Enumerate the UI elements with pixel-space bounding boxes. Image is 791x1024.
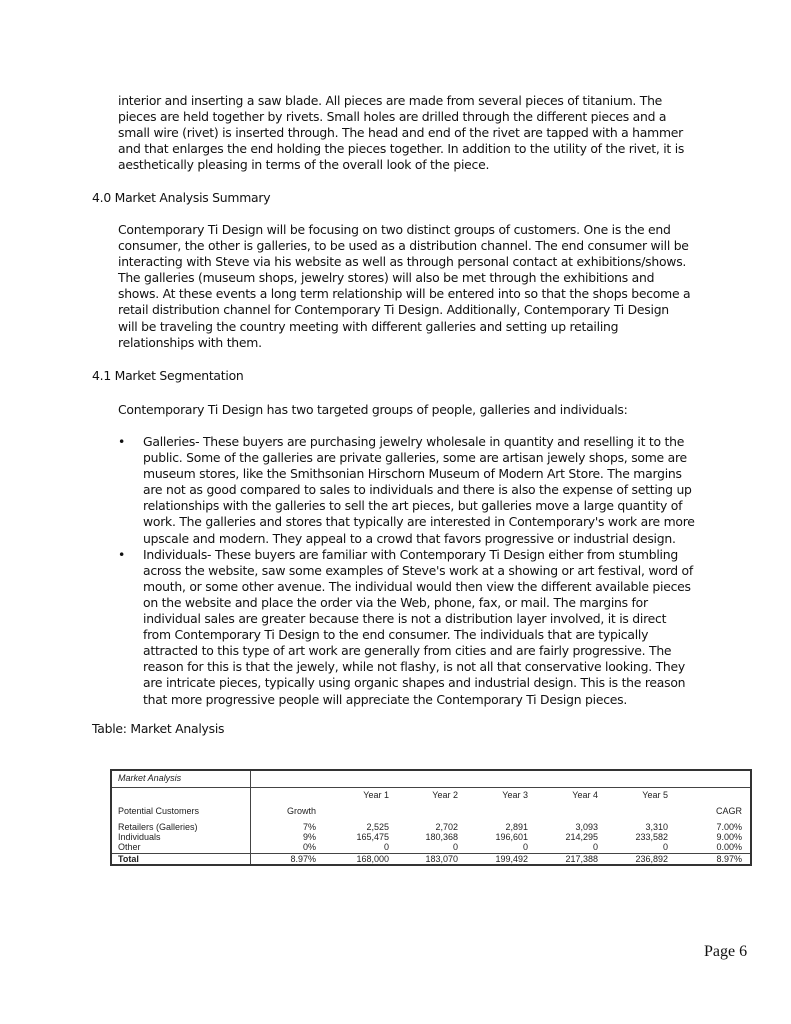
text-line: relationships with them.	[118, 334, 262, 350]
year-1-value: 0	[383, 842, 389, 852]
bullet-icon: •	[118, 546, 126, 562]
total-cagr: 8.97%	[716, 854, 742, 864]
table-row	[112, 822, 750, 832]
section-heading-market-segmentation: 4.1 Market Segmentation	[92, 368, 244, 383]
header-potential-customers: Potential Customers	[118, 806, 200, 816]
cagr-value: 0.00%	[716, 842, 742, 852]
segment-bullet-list	[118, 434, 758, 708]
text-line: The galleries (museum shops, jewelry stores) will also be met through the exhibitions and	[118, 270, 655, 286]
bullet-icon: •	[118, 434, 126, 449]
header-year-3: Year 3	[502, 790, 528, 800]
header-year-5: Year 5	[642, 790, 668, 800]
text-line: on the website and place the order via the Web, phone, fax, or mail. The margins for	[143, 594, 648, 610]
table-divider-top	[112, 787, 750, 788]
year-2-value: 2,702	[435, 822, 458, 832]
text-line: consumer, the other is galleries, to be used as a distribution channel. The end consumer will be	[118, 238, 689, 254]
text-line: museum stores, like the Smithsonian Hirschorn Museum of Modern Art Store. The margins	[143, 466, 682, 482]
header-cagr: CAGR	[715, 806, 742, 816]
growth-value: 7%	[302, 822, 316, 832]
text-line: that more progressive people will appreciate the Contemporary Ti Design pieces.	[143, 691, 628, 707]
table-row	[112, 832, 750, 842]
year-1-value: 2,525	[366, 822, 389, 832]
table-caption: Table: Market Analysis	[92, 721, 225, 736]
bullet-item-individuals	[118, 547, 758, 708]
text-line: across the website, saw some examples of Steve's work at a showing or art festival, word of	[143, 562, 693, 578]
text-line: individual sales are greater because there is not a distribution layer involved, it is direct	[143, 611, 667, 627]
total-year-2: 183,070	[425, 854, 458, 864]
table-year-header-row	[112, 790, 750, 800]
year-3-value: 2,891	[505, 822, 528, 832]
text-line: work. The galleries and stores that typically are interested in Contemporary's work are more	[143, 514, 695, 530]
bullet-item-galleries	[118, 434, 758, 547]
table-column-header-row	[112, 806, 750, 816]
year-4-value: 3,093	[575, 822, 598, 832]
year-2-value: 0	[452, 842, 458, 852]
year-3-value: 196,601	[495, 832, 528, 842]
year-5-value: 233,582	[635, 832, 668, 842]
text-line: are not as good compared to sales to individuals and there is also the expense of setting up	[143, 482, 692, 498]
total-growth: 8.97%	[290, 854, 316, 864]
year-3-value: 0	[522, 842, 528, 852]
text-line: and that enlarges the end holding the pieces together. In addition to the utility of the rivet, it is	[118, 141, 685, 157]
text-line: shows. At these events a long term relationship will be entered into so that the shops become a	[118, 286, 691, 302]
growth-value: 0%	[302, 842, 316, 852]
text-line: mouth, or some other avenue. The individual would then view the different available pieces	[143, 578, 691, 594]
text-line: will be traveling the country meeting with different galleries and setting up retailing	[118, 318, 619, 334]
table-row	[112, 842, 750, 852]
page-number: Page 6	[704, 943, 748, 960]
year-4-value: 0	[592, 842, 598, 852]
text-line: public. Some of the galleries are private galleries, some are artisan jewely shops, some are	[143, 450, 687, 466]
row-label: Other	[118, 842, 141, 852]
year-1-value: 165,475	[356, 832, 389, 842]
year-5-value: 3,310	[645, 822, 668, 832]
total-label: Total	[118, 854, 139, 864]
section-heading-market-analysis-summary: 4.0 Market Analysis Summary	[92, 190, 271, 205]
total-year-1: 168,000	[356, 854, 389, 864]
cagr-value: 7.00%	[716, 822, 742, 832]
row-label: Retailers (Galleries)	[118, 822, 198, 832]
row-label: Individuals	[118, 832, 161, 842]
text-line: aesthetically pleasing in terms of the overall look of the piece.	[118, 157, 490, 173]
text-line: interacting with Steve via his website as well as through personal contact at exhibitions/shows.	[118, 254, 687, 270]
year-2-value: 180,368	[425, 832, 458, 842]
total-year-3: 199,492	[495, 854, 528, 864]
market-segmentation-intro: Contemporary Ti Design has two targeted groups of people, galleries and individuals:	[118, 402, 628, 417]
text-line: reason for this is that the jewely, while not flashy, is not all that conservative looking. They	[143, 659, 685, 675]
growth-value: 9%	[302, 832, 316, 842]
text-line: interior and inserting a saw blade. All pieces are made from several pieces of titanium. The	[118, 93, 663, 108]
table-title: Market Analysis	[118, 773, 182, 783]
cagr-value: 9.00%	[716, 832, 742, 842]
year-5-value: 0	[662, 842, 668, 852]
market-analysis-table	[110, 769, 752, 866]
text-line: from Contemporary Ti Design to the end consumer. The individuals that are typically	[143, 627, 649, 643]
text-line: relationships with the galleries to sell the art pieces, but galleries move a large quantity of	[143, 498, 683, 514]
total-year-5: 236,892	[635, 854, 668, 864]
text-line: upscale and modern. They appeal to a crowd that favors progressive or industrial design.	[143, 530, 676, 546]
text-line: attracted to this type of art work are generally from cities and are fairly progressive. The	[143, 643, 672, 659]
total-year-4: 217,388	[565, 854, 598, 864]
table-title-row	[112, 773, 750, 783]
text-line: Contemporary Ti Design will be focusing on two distinct groups of customers. One is the end	[118, 222, 671, 237]
header-year-1: Year 1	[363, 790, 389, 800]
table-total-row	[112, 854, 750, 864]
text-line: are intricate pieces, typically using organic shapes and industrial design. This is the reason	[143, 675, 686, 691]
header-year-2: Year 2	[432, 790, 458, 800]
year-4-value: 214,295	[565, 832, 598, 842]
text-line: Galleries- These buyers are purchasing jewelry wholesale in quantity and reselling it to the	[143, 434, 685, 449]
header-growth: Growth	[286, 806, 316, 816]
intro-paragraph	[118, 93, 748, 173]
text-line: retail distribution channel for Contemporary Ti Design. Additionally, Contemporary Ti Design	[118, 302, 669, 318]
text-line: pieces are held together by rivets. Small holes are drilled through the different pieces and a	[118, 109, 667, 125]
text-line: Individuals- These buyers are familiar with Contemporary Ti Design either from stumbling	[143, 546, 678, 562]
text-line: small wire (rivet) is inserted through. The head and end of the rivet are tapped with a hammer	[118, 125, 683, 141]
market-analysis-summary-paragraph	[118, 222, 748, 351]
header-year-4: Year 4	[572, 790, 598, 800]
